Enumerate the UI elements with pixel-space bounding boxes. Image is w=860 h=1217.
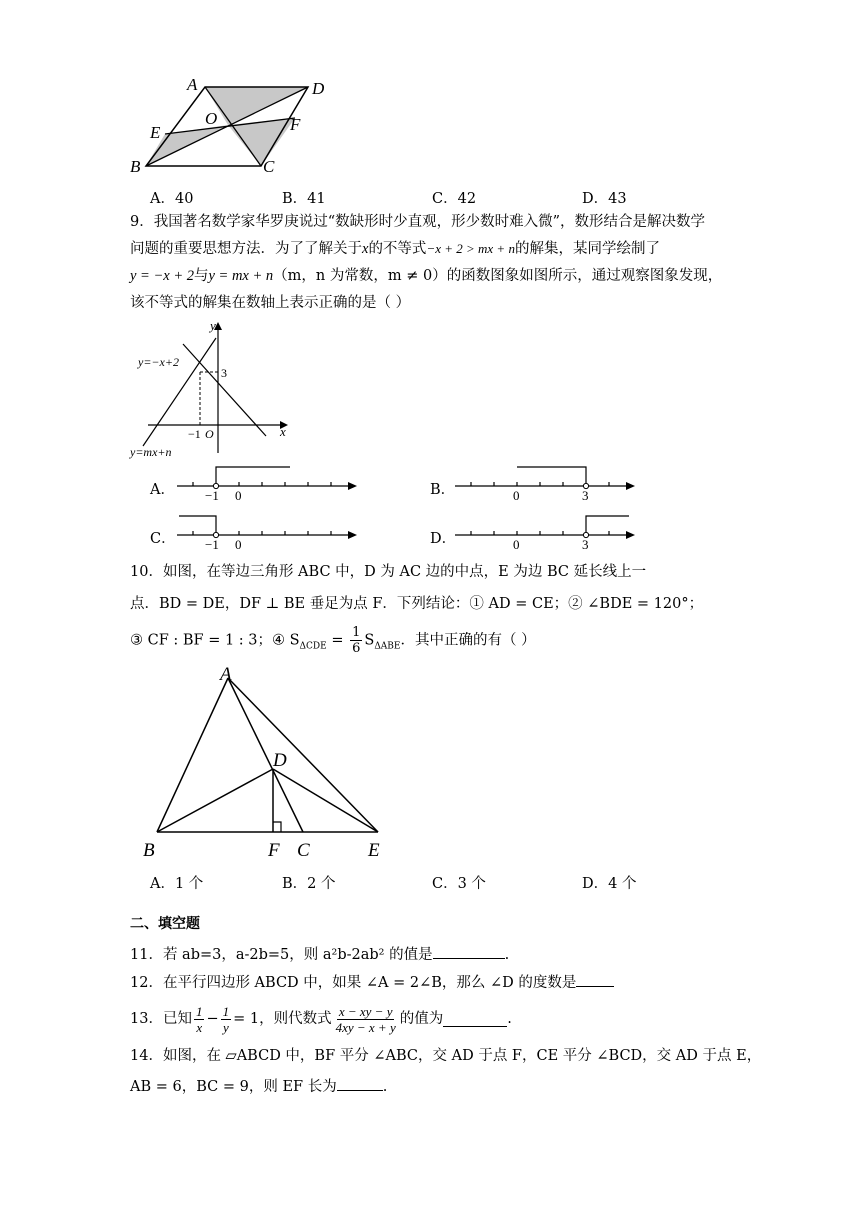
q10-line2: 点．BD = DE，DF ⊥ BE 垂足为点 F．下列结论：① AD = CE；② ∠BDE = 120°； bbox=[130, 596, 704, 612]
svg-text:3: 3 bbox=[582, 537, 589, 551]
svg-text:0: 0 bbox=[513, 537, 520, 551]
line1-label: y=−x+2 bbox=[138, 355, 179, 369]
q10-line1: 10．如图，在等边三角形 ABC 中，D 为 AC 边的中点，E 为边 BC 延长线上一 bbox=[130, 564, 647, 580]
label-f: F bbox=[290, 115, 301, 134]
section-heading: 二、填空题 bbox=[130, 916, 200, 932]
q9-option-a[interactable]: A． bbox=[150, 482, 175, 498]
q9-line1: 9．我国著名数学家华罗庚说过“数缺形时少直观，形少数时难入微”，数形结合是解决数学 bbox=[130, 214, 706, 230]
q11: 11．若 ab=3，a-2b=5，则 a²b-2ab² 的值是 . bbox=[130, 944, 509, 965]
tick-neg1: −1 bbox=[188, 427, 201, 441]
label-a: A bbox=[187, 75, 198, 94]
q10-option-a[interactable]: A．1 个 bbox=[150, 876, 204, 892]
q9-option-b[interactable]: B． bbox=[430, 482, 456, 498]
label-o: O bbox=[205, 109, 218, 128]
tick-3: 3 bbox=[221, 366, 227, 380]
q14-answer-blank[interactable] bbox=[337, 1076, 383, 1091]
svg-text:0: 0 bbox=[513, 488, 520, 502]
svg-text:3: 3 bbox=[582, 488, 589, 502]
q10-option-d[interactable]: D．4 个 bbox=[582, 876, 637, 892]
svg-text:−1: −1 bbox=[205, 488, 219, 502]
number-line-d[interactable] bbox=[453, 511, 638, 551]
number-line-c[interactable] bbox=[175, 511, 360, 551]
number-line-a[interactable] bbox=[175, 462, 360, 502]
number-line-b[interactable] bbox=[453, 462, 638, 502]
q9-line4: 该不等式的解集在数轴上表示正确的是（ ） bbox=[130, 295, 411, 311]
q8-option-d[interactable]: D．43 bbox=[582, 191, 627, 207]
q10-option-c[interactable]: C．3 个 bbox=[432, 876, 486, 892]
q9-line2: 问题的重要思想方法．为了了解关于x的不等式−x + 2 > mx + n的解集，某同学绘制了 bbox=[130, 241, 660, 257]
label-a: A bbox=[220, 664, 232, 685]
q14-line2: AB = 6，BC = 9，则 EF 长为 . bbox=[130, 1076, 387, 1097]
q12: 12．在平行四边形 ABCD 中，如果 ∠A = 2∠B，那么 ∠D 的度数是 bbox=[130, 972, 614, 993]
label-b: B bbox=[130, 157, 141, 176]
q10-line3: ③ CF : BF = 1 : 3；④ $S_{\Delta CDE}$ = $\frac{1}{6}$ $S_{\Delta ABE}$．其中正确的有（ ） bbox=[130, 625, 536, 656]
label-b: B bbox=[143, 840, 155, 861]
q9-function-graph bbox=[128, 318, 298, 460]
label-d: D bbox=[273, 750, 287, 771]
q13-answer-blank[interactable] bbox=[443, 1012, 507, 1027]
q11-answer-blank[interactable] bbox=[433, 944, 505, 959]
triangle-figure bbox=[135, 660, 400, 865]
q12-answer-blank[interactable] bbox=[576, 972, 614, 987]
label-c: C bbox=[297, 840, 310, 861]
svg-text:0: 0 bbox=[235, 488, 242, 502]
q9-option-c[interactable]: C． bbox=[150, 531, 176, 547]
q13: 13．已知 $\frac{1}{x}$ − $\frac{1}{y}$ = 1，则代数式 $\frac{x - xy - y}{4xy - x + y}$ 的值为 . bbox=[130, 1003, 512, 1035]
q14-line1: 14．如图，在 ▱ABCD 中，BF 平分 ∠ABC，交 AD 于点 F，CE 平分 ∠BCD，交 AD 于点 E， bbox=[130, 1048, 762, 1064]
svg-text:0: 0 bbox=[235, 537, 242, 551]
label-e: E bbox=[150, 123, 161, 142]
q10-option-b[interactable]: B．2 个 bbox=[282, 876, 336, 892]
parallelogram-figure bbox=[125, 72, 325, 182]
q8-option-c[interactable]: C．42 bbox=[432, 191, 477, 207]
line2-label: y=mx+n bbox=[130, 445, 172, 459]
svg-text:−1: −1 bbox=[205, 537, 219, 551]
origin-label: O bbox=[205, 427, 214, 441]
label-f: F bbox=[268, 840, 280, 861]
y-axis-label: y bbox=[210, 318, 216, 333]
label-e: E bbox=[368, 840, 380, 861]
q8-option-b[interactable]: B．41 bbox=[282, 191, 326, 207]
x-axis-label: x bbox=[280, 424, 286, 439]
q8-option-a[interactable]: A．40 bbox=[150, 191, 194, 207]
label-c: C bbox=[263, 157, 275, 176]
label-d: D bbox=[312, 79, 325, 98]
q9-option-d[interactable]: D． bbox=[430, 531, 457, 547]
q9-line3: y = −x + 2与y = mx + n（m，n 为常数，m ≠ 0）的函数图象如图所示，通过观察图象发现， bbox=[130, 268, 723, 284]
